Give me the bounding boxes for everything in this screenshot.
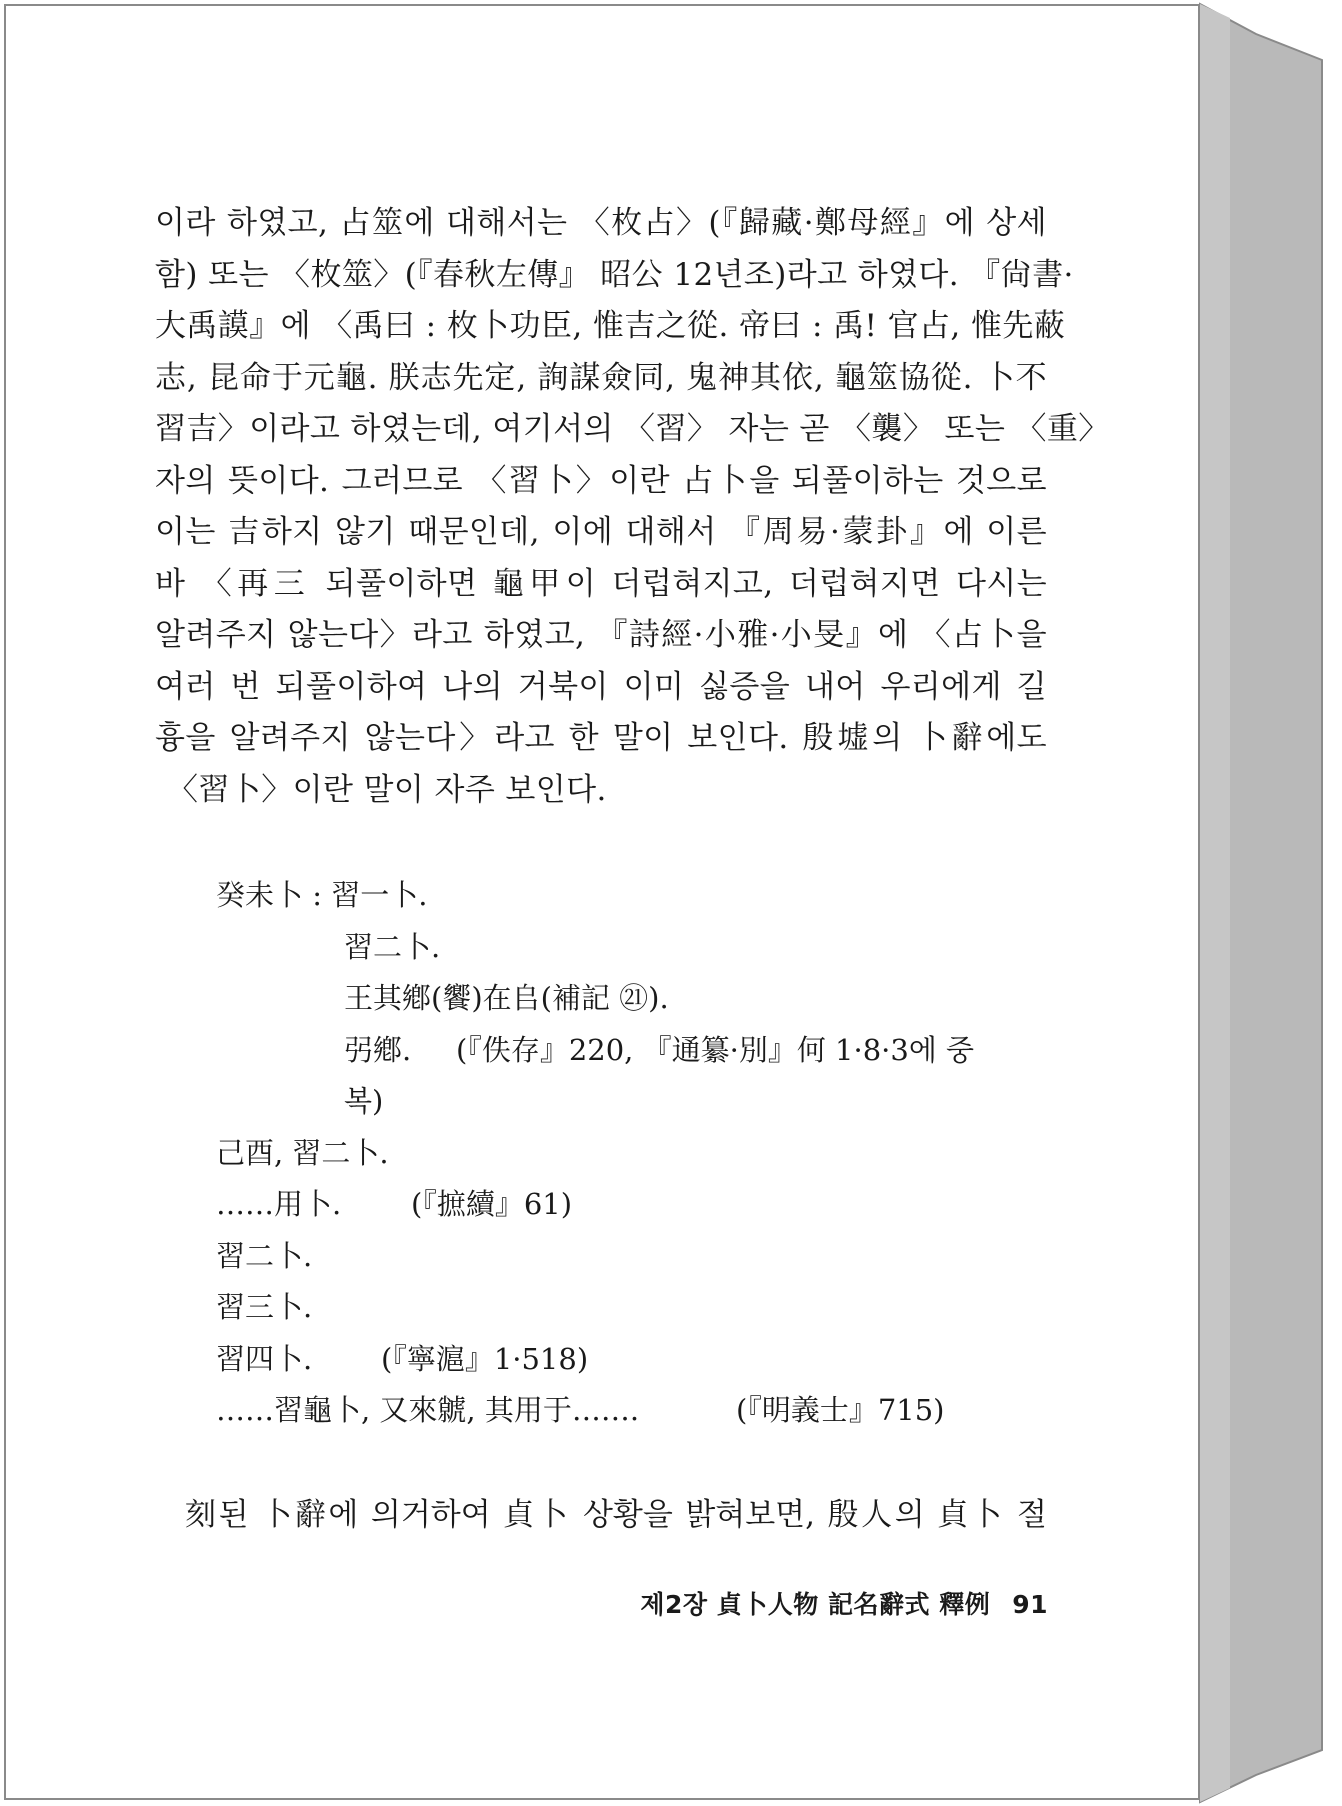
chapter-title: 제2장 貞卜人物 記名辭式 釋例 xyxy=(640,1590,991,1619)
example-row xyxy=(216,1076,1056,1128)
text-line: 바 〈再三 되풀이하면 龜甲이 더럽혀지고, 더럽혀지면 다시는 xyxy=(155,565,1047,602)
citation: (『摭續』61) xyxy=(411,1187,573,1221)
text-line: 여러 번 되풀이하여 나의 거북이 이미 싫증을 내어 우리에게 길 xyxy=(155,668,1047,705)
citation: (『明義士』715) xyxy=(736,1393,945,1427)
example-text: 習三卜. xyxy=(216,1290,313,1324)
example-row xyxy=(216,1128,1056,1180)
text-line: 이라 하였고, 占筮에 대해서는 〈枚占〉(『歸藏·鄭母經』에 상세 xyxy=(155,205,1047,241)
example-text: 己酉, 習二卜. xyxy=(216,1135,389,1170)
text-line: 〈習卜〉이란 말이 자주 보인다. xyxy=(167,771,607,808)
example-text: 癸未卜 : 習一卜. xyxy=(216,878,428,912)
example-row xyxy=(216,870,1056,922)
running-footer xyxy=(596,1585,1048,1621)
closing-line: 刻된 卜辭에 의거하여 貞卜 상황을 밝혀보면, 殷人의 貞卜 절 xyxy=(185,1497,1047,1533)
example-row xyxy=(216,973,1056,1025)
text-line: 이는 吉하지 않기 때문인데, 이에 대해서 『周易·蒙卦』에 이른 xyxy=(155,514,1047,550)
example-text: ……用卜. xyxy=(216,1187,342,1221)
example-row xyxy=(216,1231,1056,1283)
text-line: 志, 昆命于元龜. 朕志先定, 詢謀僉同, 鬼神其依, 龜筮協從. 卜不 xyxy=(155,359,1047,396)
text-line: 흉을 알려주지 않는다〉라고 한 말이 보인다. 殷墟의 卜辭에도 xyxy=(155,720,1047,756)
text-line: 習吉〉이라고 하였는데, 여기서의 〈習〉 자는 곧 〈襲〉 또는 〈重〉 xyxy=(155,411,1110,447)
example-row xyxy=(216,1385,1056,1437)
example-row xyxy=(216,1179,1056,1231)
text-line: 大禹謨』에 〈禹曰 : 枚卜功臣, 惟吉之從. 帝曰 : 禹! 官占, 惟先蔽 xyxy=(155,308,1066,344)
example-row xyxy=(216,1282,1056,1334)
text-line: 함) 또는 〈枚筮〉(『春秋左傳』 昭公 12년조)라고 하였다. 『尙書· xyxy=(155,256,1074,293)
example-text: 習二卜. xyxy=(344,929,441,964)
text-line: 자의 뜻이다. 그러므로 〈習卜〉이란 占卜을 되풀이하는 것으로 xyxy=(155,462,1047,499)
citation: (『寧滬』1·518) xyxy=(381,1341,589,1376)
body-paragraph xyxy=(155,198,1110,816)
oracle-inscription-examples xyxy=(216,870,1056,1437)
example-text: ……習龜卜, 又來虩, 其用于……. xyxy=(216,1393,640,1427)
example-text: 복) xyxy=(344,1084,384,1118)
example-row xyxy=(216,1334,1056,1386)
example-text: 習二卜. xyxy=(216,1238,313,1273)
page-number: 91 xyxy=(1012,1590,1048,1619)
example-text: 弜鄕. xyxy=(344,1032,412,1067)
example-text: 習四卜. xyxy=(216,1341,313,1376)
example-row xyxy=(216,922,1056,974)
citation: (『佚存』220, 『通纂·別』何 1·8·3에 중 xyxy=(456,1032,975,1067)
example-row xyxy=(216,1025,1056,1077)
example-text: 王其鄕(饗)在𠂤(補記 ㉑). xyxy=(344,981,669,1015)
text-line: 알려주지 않는다〉라고 하였고, 『詩經·小雅·小旻』에 〈占卜을 xyxy=(155,617,1047,653)
